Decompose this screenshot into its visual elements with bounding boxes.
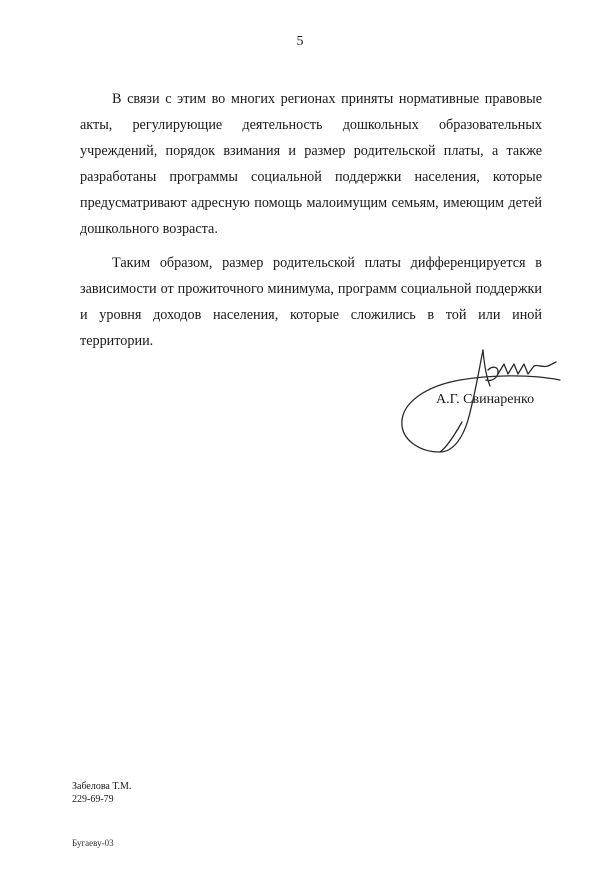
signature-block [380,340,580,470]
executor-name: Забелова Т.М. [72,781,132,792]
signer-name: А.Г. Свинаренко [436,392,535,407]
executor-info [72,780,131,806]
document-code: Бугаеву-03 [72,838,114,848]
paragraph-1: В связи с этим во многих регионах приняты нормативные правовые акты, регулирующие деятельность дошкольных образовательных учреждений, порядок взимания и размер родительской платы, а также разработаны программы социальной поддержки населения, которые предусматривают адресную помощь малоимущим семьям, имеющим детей дошкольного возраста. [80,91,542,237]
executor-phone: 229-69-79 [72,794,114,805]
document-body [80,86,542,362]
page-number: 5 [296,34,304,49]
paragraph-2: Таким образом, размер родительской платы дифференцируется в зависимости от прожиточного минимума, программ социальной поддержки и уровня доходов населения, которые сложились в той или иной территории. [80,255,542,349]
